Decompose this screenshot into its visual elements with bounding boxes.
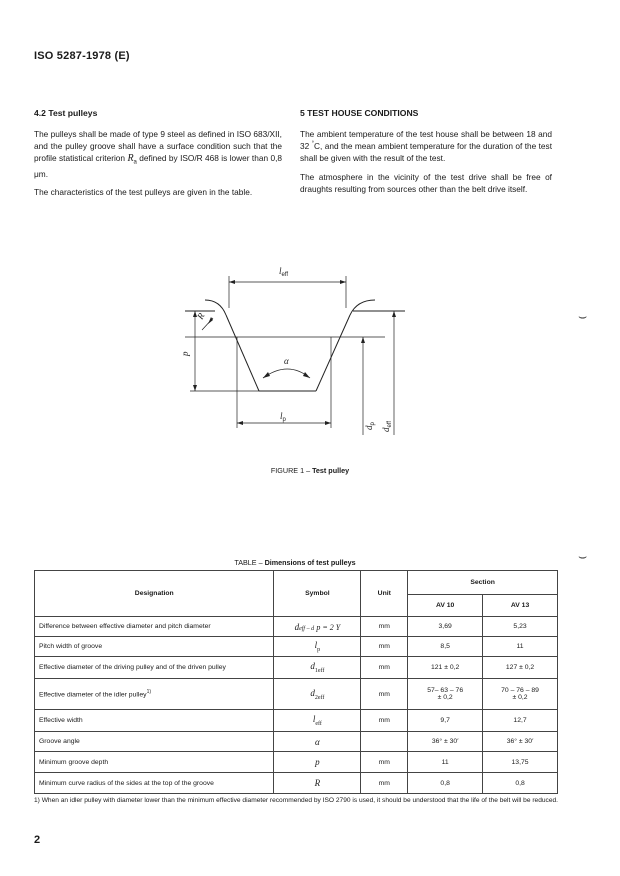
section-test-house-conditions	[300, 107, 552, 201]
groove-angle-arc	[263, 369, 310, 378]
section-heading-test-pulleys: 4.2 Test pulleys	[34, 108, 98, 118]
table-row: Effective width $l_{eff}$ mm 9,7 12,7	[35, 710, 558, 732]
groove-flank-right	[316, 315, 350, 391]
table-caption: TABLE – Dimensions of test pulleys	[234, 558, 356, 567]
groove-flank-left	[226, 315, 259, 391]
scan-mark-top: ⌣	[578, 308, 588, 324]
header-av13: AV 13	[483, 595, 558, 617]
symbol-R-subscript: a	[133, 160, 137, 167]
label-lp: $l_p$	[280, 411, 286, 423]
table-row: Minimum curve radius of the sides at the top of the groove R mm 0,8 0,8	[35, 773, 558, 794]
table-row: Groove angle α 36° ± 30′ 36° ± 30′	[35, 732, 558, 752]
test-house-paragraph-2: The atmosphere in the vicinity of the test drive shall be free of draughts resulting from sources other than the belt drive itself.	[300, 171, 552, 194]
table-row: Pitch width of groove $l_p$ mm 8,5 11	[35, 637, 558, 657]
footnote: 1) When an idler pulley with diameter lower than the minimum effective diameter recommended by ISO 2790 is used, it should be understood that the life of the belt will be reduced.	[34, 797, 558, 804]
figure-caption: FIGURE 1 – Test pulley	[270, 466, 350, 475]
document-code: ISO 5287-1978 (E)	[34, 50, 130, 62]
symbol-R: R	[127, 153, 134, 165]
table-row: Minimum groove depth p mm 11 13,75	[35, 752, 558, 773]
label-R: R	[195, 311, 207, 321]
label-leff: $l_{eff}$	[279, 266, 289, 278]
scan-mark-bottom: ⌣	[578, 548, 588, 564]
test-pulleys-paragraph-1: The pulleys shall be made of type 9 steel as defined in ISO 683/XII, and the pulley groove shall have a surface condition such that the profile statistical criterion $R_a$ defined by ISO/R 468 is lower than 0,8 μm.	[34, 129, 282, 179]
dimensions-table	[34, 570, 558, 794]
fillet-left	[205, 300, 226, 315]
header-unit: Unit	[361, 571, 408, 617]
section-heading-test-house: 5 TEST HOUSE CONDITIONS	[300, 108, 419, 118]
header-designation: Designation	[35, 571, 274, 617]
label-dp: $d_p$	[364, 422, 376, 430]
test-pulleys-paragraph-2: The characteristics of the test pulleys are given in the table.	[34, 186, 253, 197]
page-number: 2	[34, 834, 41, 846]
table-row: Effective diameter of the driving pulley and of the driven pulley $d_{1eff}$ mm 121 ± 0,2 127 ± 0,2	[35, 657, 558, 679]
label-deff: $d_{eff}$	[381, 420, 393, 432]
test-pulley-figure	[180, 260, 440, 445]
label-p: p	[180, 351, 190, 356]
header-av10: AV 10	[408, 595, 483, 617]
header-section: Section	[408, 571, 558, 595]
section-test-pulleys	[34, 107, 282, 204]
label-alpha: α	[284, 356, 289, 366]
header-symbol: Symbol	[274, 571, 361, 617]
table-row: Difference between effective diameter and pitch diameter deff – d p = 2 Y mm 3,69 5,23	[35, 617, 558, 637]
table-row: Effective diameter of the idler pulley$^{1)}$ $d_{2eff}$ mm 57– 63 – 76 ± 0,2 70 – 76 – 89 ± 0,2	[35, 679, 558, 710]
fillet-right	[350, 300, 375, 315]
test-house-paragraph-1: The ambient temperature of the test house shall be between 18 and 32 °C, and the mean ambient temperature for the duration of the test shall be given with the result of the test.	[300, 129, 552, 164]
